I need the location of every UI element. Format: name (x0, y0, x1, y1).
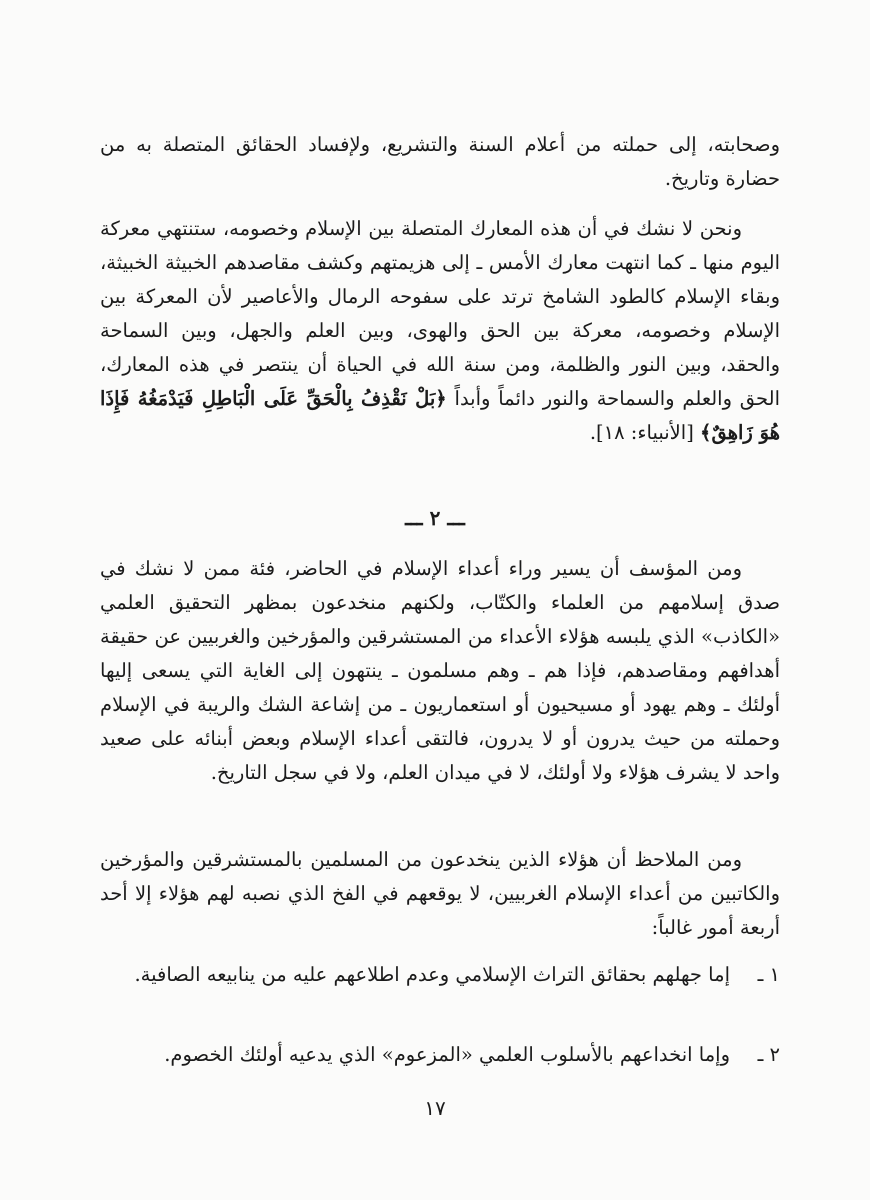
section-divider: ـــ ٢ ـــ (405, 506, 465, 530)
paragraph-text: ومن المؤسف أن يسير وراء أعداء الإسلام في الحاضر، فئة ممن لا نشك في صدق إسلامهم من العلماء والكتّاب، ولكنهم منخدعون بمظهر التحقيق العلمي «الكاذب» الذي يلبسه هؤلاء الأعداء من المستشرقين والمؤرخين والغربيين عن حقيقة أهدافهم ومقاصدهم، فإذا هم ـ وهم مسلمون ـ ينتهون إلى الغاية التي يسعى إليها أولئك ـ وهم يهود أو مسيحيون أو استعماريون ـ من إشاعة الشك والريبة في الإسلام وحملته من حيث يدرون أو لا يدرون، فالتقى أعداء الإسلام وبعض أبنائه على صعيد واحد لا يشرف هؤلاء ولا أولئك، لا في ميدان العلم، ولا في سجل التاريخ. (100, 557, 780, 784)
paragraph-text: وصحابته، إلى حملته من أعلام السنة والتشريع، ولإفساد الحقائق المتصلة به من حضارة وتاريخ. (100, 133, 780, 190)
paragraph-observation (100, 843, 780, 945)
quran-verse: ﴿بَلْ نَقْذِفُ بِالْحَقِّ عَلَى الْبَاطِلِ فَيَدْمَغُهُ فَإِذَا هُوَ زَاهِقٌ﴾ (100, 387, 780, 444)
list-item-number: ٢ ـ (757, 1043, 780, 1066)
paragraph-continuation (100, 128, 780, 196)
list-item (100, 1038, 780, 1072)
list-item-text: وإما انخداعهم بالأسلوب العلمي «المزعوم» الذي يدعيه أولئك الخصوم. (164, 1043, 730, 1066)
list-item-number: ١ ـ (757, 963, 780, 986)
paragraph-battles (100, 212, 780, 450)
page-number: ١٧ (424, 1096, 446, 1120)
quran-reference: [الأنبياء: ١٨]. (589, 421, 694, 444)
paragraph-text: ومن الملاحظ أن هؤلاء الذين ينخدعون من المسلمين بالمستشرقين والمؤرخين والكاتبين من أعداء الإسلام الغربيين، لا يوقعهم في الفخ الذي نصبه لهم هؤلاء إلا أحد أربعة أمور غالباً: (100, 848, 780, 939)
list-item-text: إما جهلهم بحقائق التراث الإسلامي وعدم اطلاعهم عليه من ينابيعه الصافية. (134, 963, 730, 986)
paragraph-regret (100, 552, 780, 790)
list-item (100, 958, 780, 992)
paragraph-text: ونحن لا نشك في أن هذه المعارك المتصلة بين الإسلام وخصومه، ستنتهي معركة اليوم منها ـ كما انتهت معارك الأمس ـ إلى هزيمتهم وكشف مقاصدهم الخبيثة الخبيثة، وبقاء الإسلام كالطود الشامخ ترتد على سفوحه الرمال والأعاصير لأن المعركة بين الإسلام وخصومه، معركة بين الحق والهوى، وبين العلم والجهل، وبين السماحة والحقد، وبين النور والظلمة، ومن سنة الله في الحياة أن ينتصر في هذه المعارك، الحق والعلم والسماحة والنور دائماً وأبداً (100, 217, 781, 410)
reasons-list-continued (100, 1038, 780, 1072)
reasons-list (100, 958, 780, 992)
